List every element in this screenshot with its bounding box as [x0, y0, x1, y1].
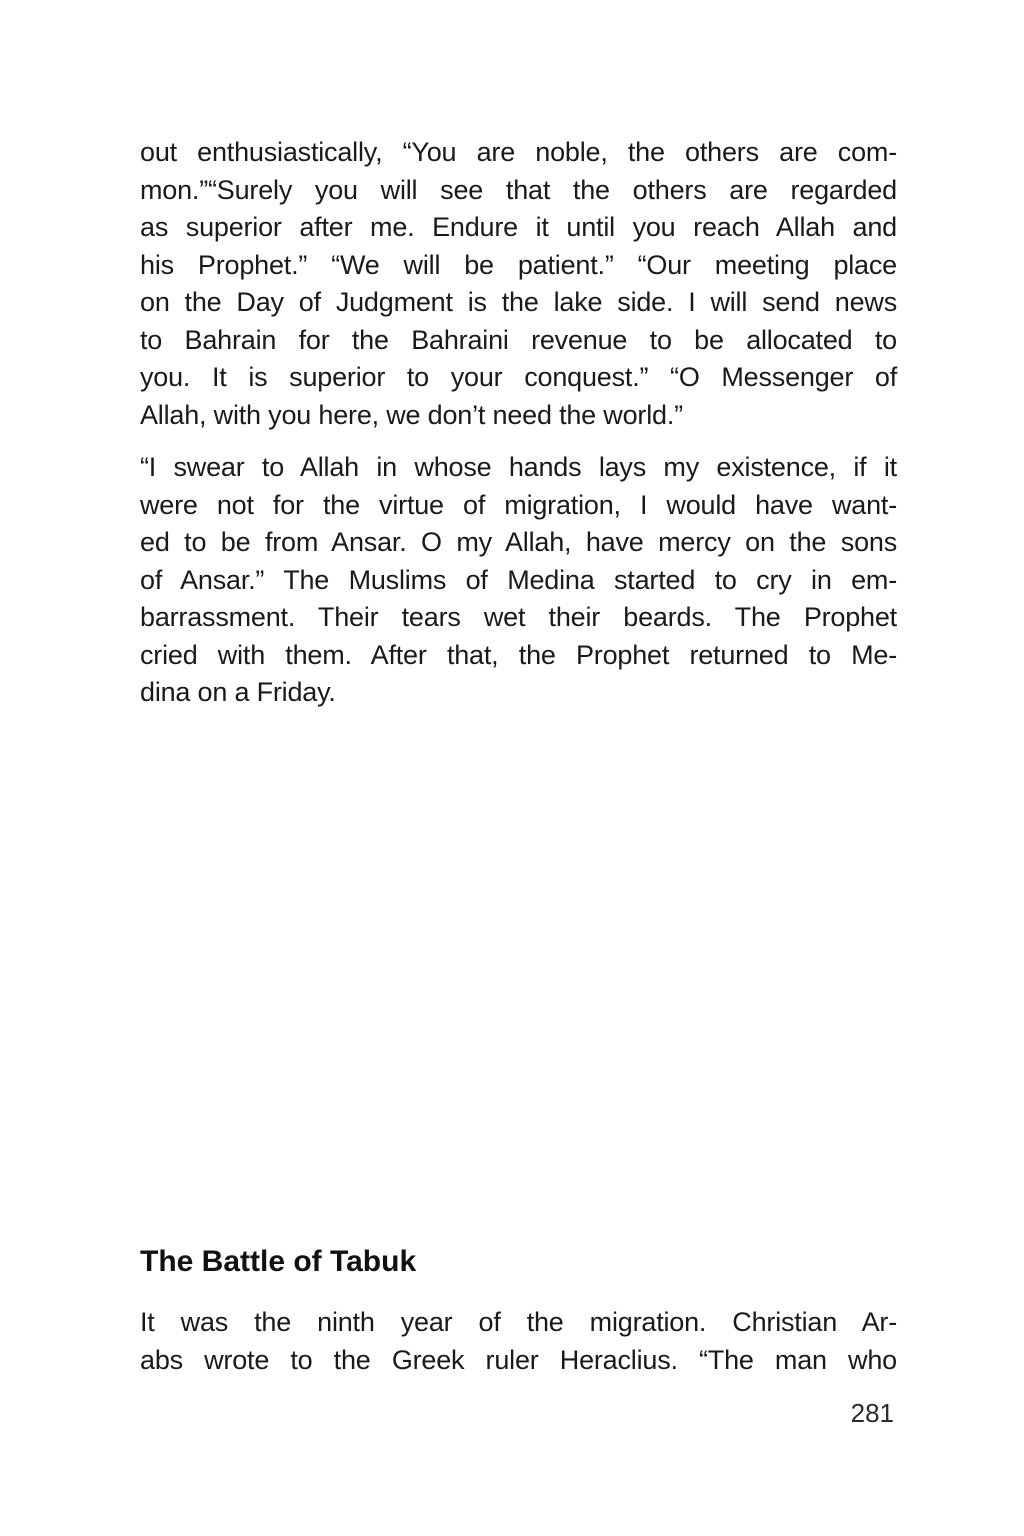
- page-number: 281: [850, 1398, 894, 1428]
- text-line: on the Day of Judgment is the lake side. I will send news: [140, 287, 897, 317]
- text-line: abs wrote to the Greek ruler Heraclius. “The man who: [140, 1344, 897, 1375]
- section-heading: The Battle of Tabuk: [140, 1245, 417, 1278]
- text-line: out enthusiastically, “You are noble, the others are com-: [140, 137, 897, 167]
- paragraph-farewell-speech: [140, 134, 897, 434]
- text-line: cried with them. After that, the Prophet returned to Me-: [140, 639, 897, 670]
- text-line: barrassment. Their tears wet their beards. The Prophet: [140, 602, 897, 632]
- text-line: were not for the virtue of migration, I would have want-: [140, 489, 897, 520]
- text-line: “I swear to Allah in whose hands lays my existence, if it: [140, 452, 897, 482]
- paragraph-oath-of-ansar: [140, 449, 897, 712]
- paragraph-battle-of-tabuk-intro: [140, 1304, 897, 1379]
- text-line: of Ansar.” The Muslims of Medina started to cry in em-: [140, 564, 897, 595]
- text-line: his Prophet.” “We will be patient.” “Our meeting place: [140, 249, 897, 280]
- text-line: you. It is superior to your conquest.” “O Messenger of: [140, 362, 897, 392]
- text-line: ed to be from Ansar. O my Allah, have mercy on the sons: [140, 527, 897, 557]
- text-line: to Bahrain for the Bahraini revenue to be allocated to: [140, 324, 897, 355]
- text-line: dina on a Friday.: [140, 677, 336, 707]
- text-line: mon.”“Surely you will see that the others are regarded: [140, 174, 897, 205]
- text-line: It was the ninth year of the migration. Christian Ar-: [140, 1307, 897, 1337]
- text-line: Allah, with you here, we don’t need the world.”: [140, 399, 683, 430]
- text-line: as superior after me. Endure it until you reach Allah and: [140, 212, 897, 242]
